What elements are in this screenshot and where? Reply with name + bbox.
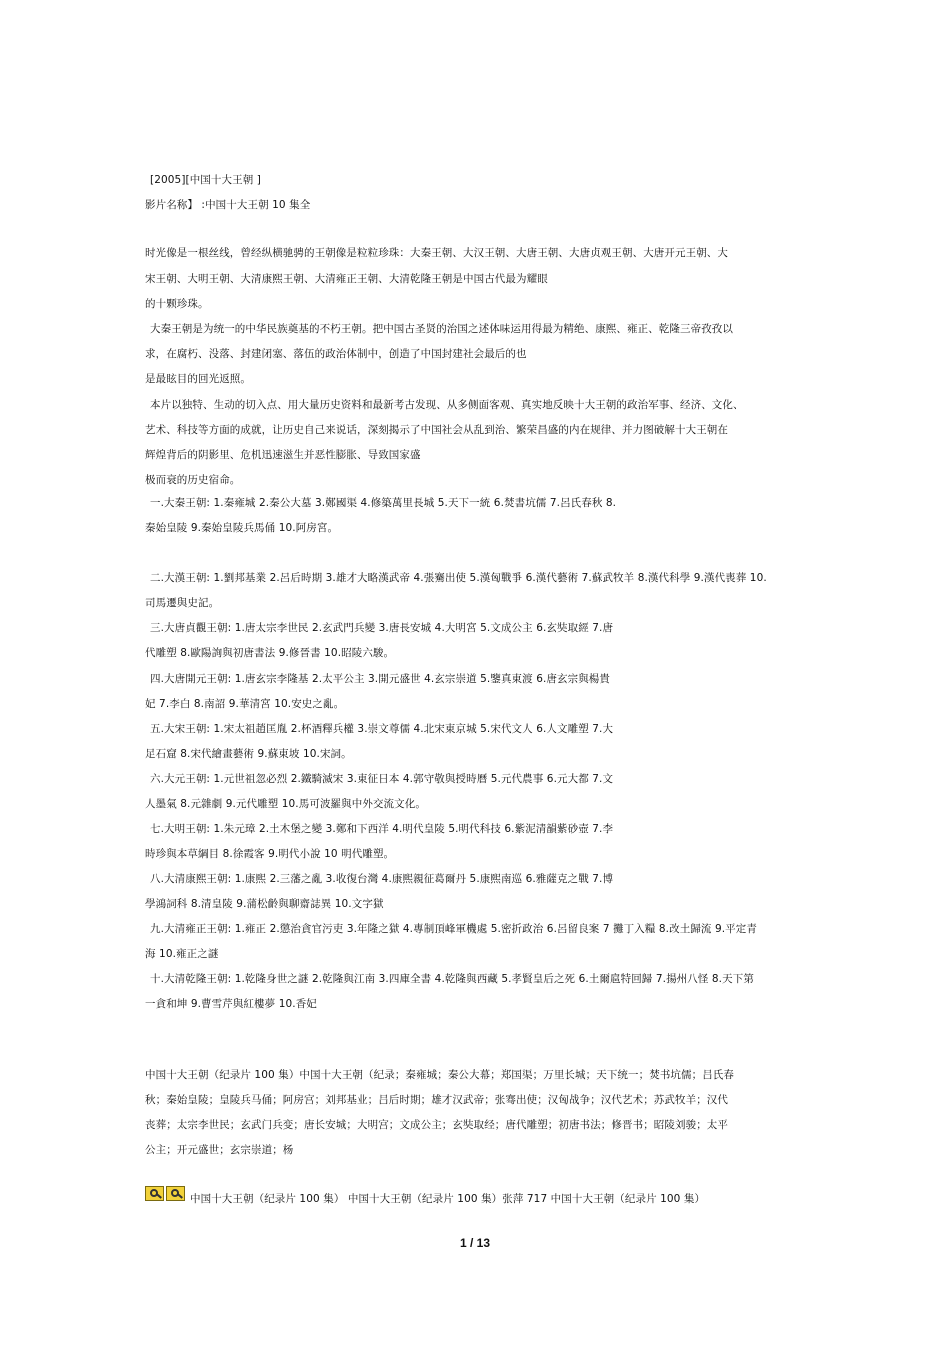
episode-line: 一貪和坤 9.曹雪芹與紅樓夢 10.香妃: [145, 998, 317, 1010]
related-line: 公主；开元盛世；玄宗崇道；杨: [145, 1144, 294, 1156]
page-number: 1 / 13: [459, 1236, 491, 1250]
intro-line: 求，在腐朽、没落、封建闭塞、落伍的政治体制中，创造了中国封建社会最后的也: [145, 348, 527, 360]
episode-line: 二.大漢王朝: 1.劉邦基業 2.呂后時期 3.雄才大略漢武帝 4.張騫出使 5.漢匈戰爭 6.漢代藝術 7.蘇武牧羊 8.漢代科學 9.漢代喪葬 10.: [150, 572, 767, 584]
episode-line: 時珍與本草綱目 8.徐霞客 9.明代小說 10 明代雕塑。: [145, 848, 395, 860]
intro-line: 宋王朝、大明王朝、大清康熙王朝、大清雍正王朝、大清乾隆王朝是中国古代最为耀眼: [145, 273, 548, 285]
episode-line: 妃 7.李白 8.南詔 9.華清宮 10.安史之亂。: [145, 698, 345, 710]
episode-line: 九.大清雍正王朝: 1.雍正 2.懲治貪官污吏 3.年隆之獄 4.專制頂峰軍機處 5.密折政治 6.呂留良案 7 攤丁入糧 8.改土歸流 9.平定青: [150, 923, 757, 935]
episode-line: 學鴻詞科 8.清皇陵 9.蒲松齡與聊齋誌異 10.文字獄: [145, 898, 384, 910]
film-name: 影片名称】 :中国十大王朝 10 集全: [145, 199, 311, 211]
episode-line: 一.大秦王朝: 1.秦雍城 2.秦公大墓 3.鄭國渠 4.修築萬里長城 5.天下一統 6.焚書坑儒 7.呂氏春秋 8.: [150, 497, 617, 509]
intro-line: 辉煌背后的阴影里、危机迅速滋生并恶性膨胀、导致国家盛: [145, 449, 421, 461]
episode-line: 海 10.雍正之謎: [145, 948, 219, 960]
intro-line: 艺术、科技等方面的成就，让历史自己来说话，深刻揭示了中国社会从乱到治、繁荣昌盛的内在规律、并力图破解十大王朝在: [145, 424, 728, 436]
intro-line: 是最眩目的回光返照。: [145, 373, 251, 385]
episode-line: 五.大宋王朝: 1.宋太祖趙匡胤 2.杯酒釋兵權 3.崇文尊儒 4.北宋東京城 5.宋代文人 6.人文雕塑 7.大: [150, 723, 614, 735]
episode-line: 人墨氣 8.元雜劇 9.元代雕塑 10.馬可波羅與中外交流文化。: [145, 798, 426, 810]
episode-line: 八.大清康熙王朝: 1.康熙 2.三藩之亂 3.收復台灣 4.康熙親征葛爾丹 5.康熙南巡 6.雅薩克之戰 7.博: [150, 873, 614, 885]
episode-line: 四.大唐開元王朝: 1.唐玄宗李隆基 2.太平公主 3.開元盛世 4.玄宗崇道 5.鑒真東渡 6.唐玄宗與楊貴: [150, 673, 611, 685]
episode-line: 三.大唐貞觀王朝: 1.唐太宗李世民 2.玄武門兵變 3.唐長安城 4.大明宮 5.文成公主 6.玄奘取經 7.唐: [150, 622, 614, 634]
intro-line: 本片以独特、生动的切入点、用大量历史资料和最新考古发现、从多侧面客观、真实地反映十大王朝的政治军事、经济、文化、: [150, 399, 744, 411]
episode-line: 司馬遷與史記。: [145, 597, 220, 609]
intro-line: 大秦王朝是为统一的中华民族奠基的不朽王朝。把中国古圣贤的治国之述体味运用得最为精绝、康熙、雍正、乾隆三帝孜孜以: [150, 323, 733, 335]
episode-line: 十.大清乾隆王朝: 1.乾隆身世之謎 2.乾隆與江南 3.四庫全書 4.乾隆與西藏 5.孝賢皇后之死 6.土爾扈特回歸 7.揚州八怪 8.天下第: [150, 973, 754, 985]
footer-line: 中国十大王朝（纪录片 100 集） 中国十大王朝（纪录片 100 集）张萍 717 中国十大王朝（纪录片 100 集）: [190, 1193, 706, 1205]
magnifier-icon[interactable]: [145, 1186, 164, 1201]
icon-group: [145, 1186, 185, 1201]
intro-line: 极而衰的历史宿命。: [145, 474, 241, 486]
episode-line: 足石窟 8.宋代繪畫藝術 9.蘇東坡 10.宋詞。: [145, 748, 352, 760]
doc-title: [2005][中国十大王朝 ]: [150, 174, 261, 186]
magnifier-icon[interactable]: [166, 1186, 185, 1201]
related-line: 中国十大王朝（纪录片 100 集）中国十大王朝（纪录；秦雍城；秦公大幕；郑国渠；万里长城；天下统一；焚书坑儒；吕氏春: [145, 1069, 735, 1081]
episode-line: 六.大元王朝: 1.元世祖忽必烈 2.鐵騎滅宋 3.東征日本 4.郭守敬與授時曆 5.元代農事 6.元大都 7.文: [150, 773, 614, 785]
episode-line: 七.大明王朝: 1.朱元璋 2.土木堡之變 3.鄭和下西洋 4.明代皇陵 5.明代科技 6.紫泥清韻紫砂壺 7.李: [150, 823, 614, 835]
episode-line: 秦始皇陵 9.秦始皇陵兵馬俑 10.阿房宮。: [145, 522, 339, 534]
episode-line: 代雕塑 8.歐陽詢與初唐書法 9.修晉書 10.昭陵六駿。: [145, 647, 395, 659]
related-line: 丧葬；太宗李世民；玄武门兵变；唐长安城；大明宫；文成公主；玄奘取经；唐代雕塑；初唐书法；修晋书；昭陵刘骏；太平: [145, 1119, 728, 1131]
intro-line: 的十颗珍珠。: [145, 298, 209, 310]
intro-line: 时光像是一根丝线，曾经纵横驰骋的王朝像是粒粒珍珠：大秦王朝、大汉王朝、大唐王朝、大唐贞观王朝、大唐开元王朝、大: [145, 247, 728, 259]
related-line: 秋；秦始皇陵；皇陵兵马俑；阿房宫；刘邦基业；吕后时期；雄才汉武帝；张骞出使；汉匈战争；汉代艺术；苏武牧羊；汉代: [145, 1094, 728, 1106]
